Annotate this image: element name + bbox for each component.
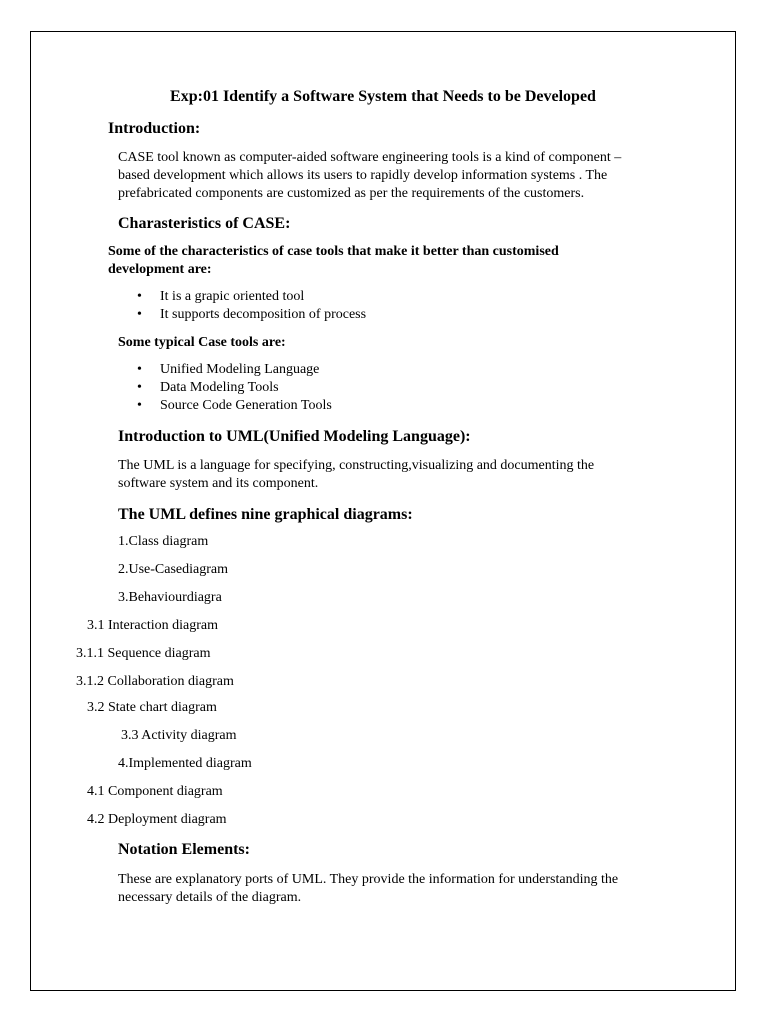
list-item: Source Code Generation Tools bbox=[160, 398, 332, 413]
characteristics-intro bbox=[108, 243, 639, 279]
paragraph-line: development are: bbox=[108, 262, 212, 277]
paragraph-line: necessary details of the diagram. bbox=[118, 890, 302, 905]
paragraph-line: These are explanatory ports of UML. They provide the information for understanding the bbox=[118, 872, 619, 887]
introduction-heading: Introduction: bbox=[108, 120, 201, 137]
bullet-glyph: • bbox=[137, 289, 142, 304]
characteristics-heading: Charasteristics of CASE: bbox=[118, 215, 291, 232]
diagram-item: 4.2 Deployment diagram bbox=[87, 812, 227, 827]
diagram-item: 3.3 Activity diagram bbox=[121, 728, 237, 743]
list-item: Unified Modeling Language bbox=[160, 362, 320, 377]
notation-heading: Notation Elements: bbox=[118, 841, 250, 858]
paragraph-line: prefabricated components are customized as per the requirements of the customers. bbox=[118, 186, 585, 201]
diagram-item: 2.Use-Casediagram bbox=[118, 562, 229, 577]
bullet-glyph: • bbox=[137, 398, 142, 413]
paragraph-line: The UML is a language for specifying, constructing,visualizing and documenting the bbox=[118, 458, 595, 473]
diagram-item: 3.1 Interaction diagram bbox=[87, 618, 219, 633]
uml-intro-heading: Introduction to UML(Unified Modeling Language): bbox=[118, 428, 471, 445]
diagram-item: 4.1 Component diagram bbox=[87, 784, 223, 799]
paragraph-line: based development which allows its users to rapidly develop information systems . The bbox=[118, 168, 608, 183]
paragraph-line: CASE tool known as computer-aided software engineering tools is a kind of component – bbox=[118, 150, 622, 165]
diagram-item: 1.Class diagram bbox=[118, 534, 209, 549]
diagram-item: 4.Implemented diagram bbox=[118, 756, 252, 771]
bullet-glyph: • bbox=[137, 362, 142, 377]
list-item: It supports decomposition of process bbox=[160, 307, 367, 322]
notation-paragraph bbox=[118, 871, 618, 907]
list-item: It is a grapic oriented tool bbox=[160, 289, 305, 304]
introduction-paragraph bbox=[118, 149, 639, 203]
diagram-item: 3.2 State chart diagram bbox=[87, 700, 217, 715]
diagrams-heading: The UML defines nine graphical diagrams: bbox=[118, 506, 413, 523]
uml-intro-paragraph bbox=[118, 457, 639, 493]
paragraph-line: software system and its component. bbox=[118, 476, 319, 491]
diagram-item: 3.Behaviourdiagra bbox=[118, 590, 222, 605]
typical-tools-heading: Some typical Case tools are: bbox=[118, 335, 286, 350]
diagram-item: 3.1.1 Sequence diagram bbox=[76, 646, 211, 661]
list-item: Data Modeling Tools bbox=[160, 380, 279, 395]
bullet-glyph: • bbox=[137, 380, 142, 395]
paragraph-line: Some of the characteristics of case tools that make it better than customised bbox=[108, 244, 559, 259]
diagram-item: 3.1.2 Collaboration diagram bbox=[76, 674, 234, 689]
bullet-glyph: • bbox=[137, 307, 142, 322]
document-title: Exp:01 Identify a Software System that Needs to be Developed bbox=[170, 88, 596, 105]
